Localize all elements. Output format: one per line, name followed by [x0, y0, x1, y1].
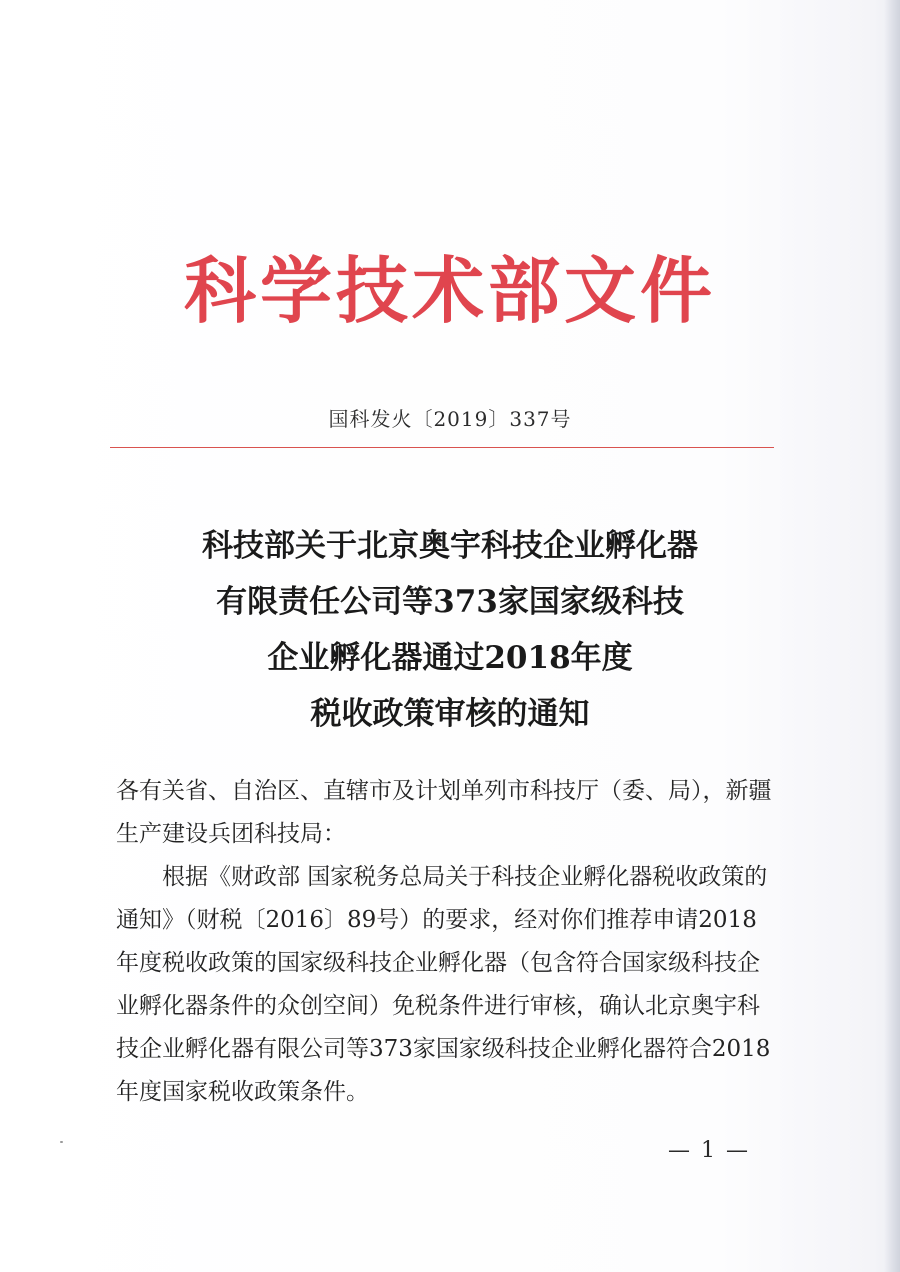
- notice-body: [116, 770, 776, 1114]
- title-line-4: 税收政策审核的通知: [310, 696, 590, 732]
- title-line-3: 企业孵化器通过2018年度: [267, 640, 633, 676]
- title-line-1: 科技部关于北京奥宇科技企业孵化器: [202, 528, 698, 564]
- scan-speck: [60, 1141, 63, 1143]
- red-separator-line: [110, 447, 774, 448]
- masthead-title: 科学技术部文件: [183, 249, 716, 333]
- page-number: — 1 —: [668, 1138, 750, 1163]
- title-line-2: 有限责任公司等373家国家级科技: [216, 584, 684, 620]
- salutation: 各有关省、自治区、直辖市及计划单列市科技厅（委、局），新疆生产建设兵团科技局：: [116, 778, 772, 847]
- body-paragraph-1: 根据《财政部 国家税务总局关于科技企业孵化器税收政策的通知》（财税〔2016〕89号）的要求，经对你们推荐申请2018年度税收政策的国家级科技企业孵化器（包含符合国家级科技企业孵化器条件的众创空间）免税条件进行审核，确认北京奥宇科技企业孵化器有限公司等373家国家级科技企业孵化器符合2018年度国家税收政策条件。: [116, 864, 771, 1105]
- notice-title: [0, 518, 900, 742]
- document-number: 国科发火〔2019〕337号: [328, 407, 572, 431]
